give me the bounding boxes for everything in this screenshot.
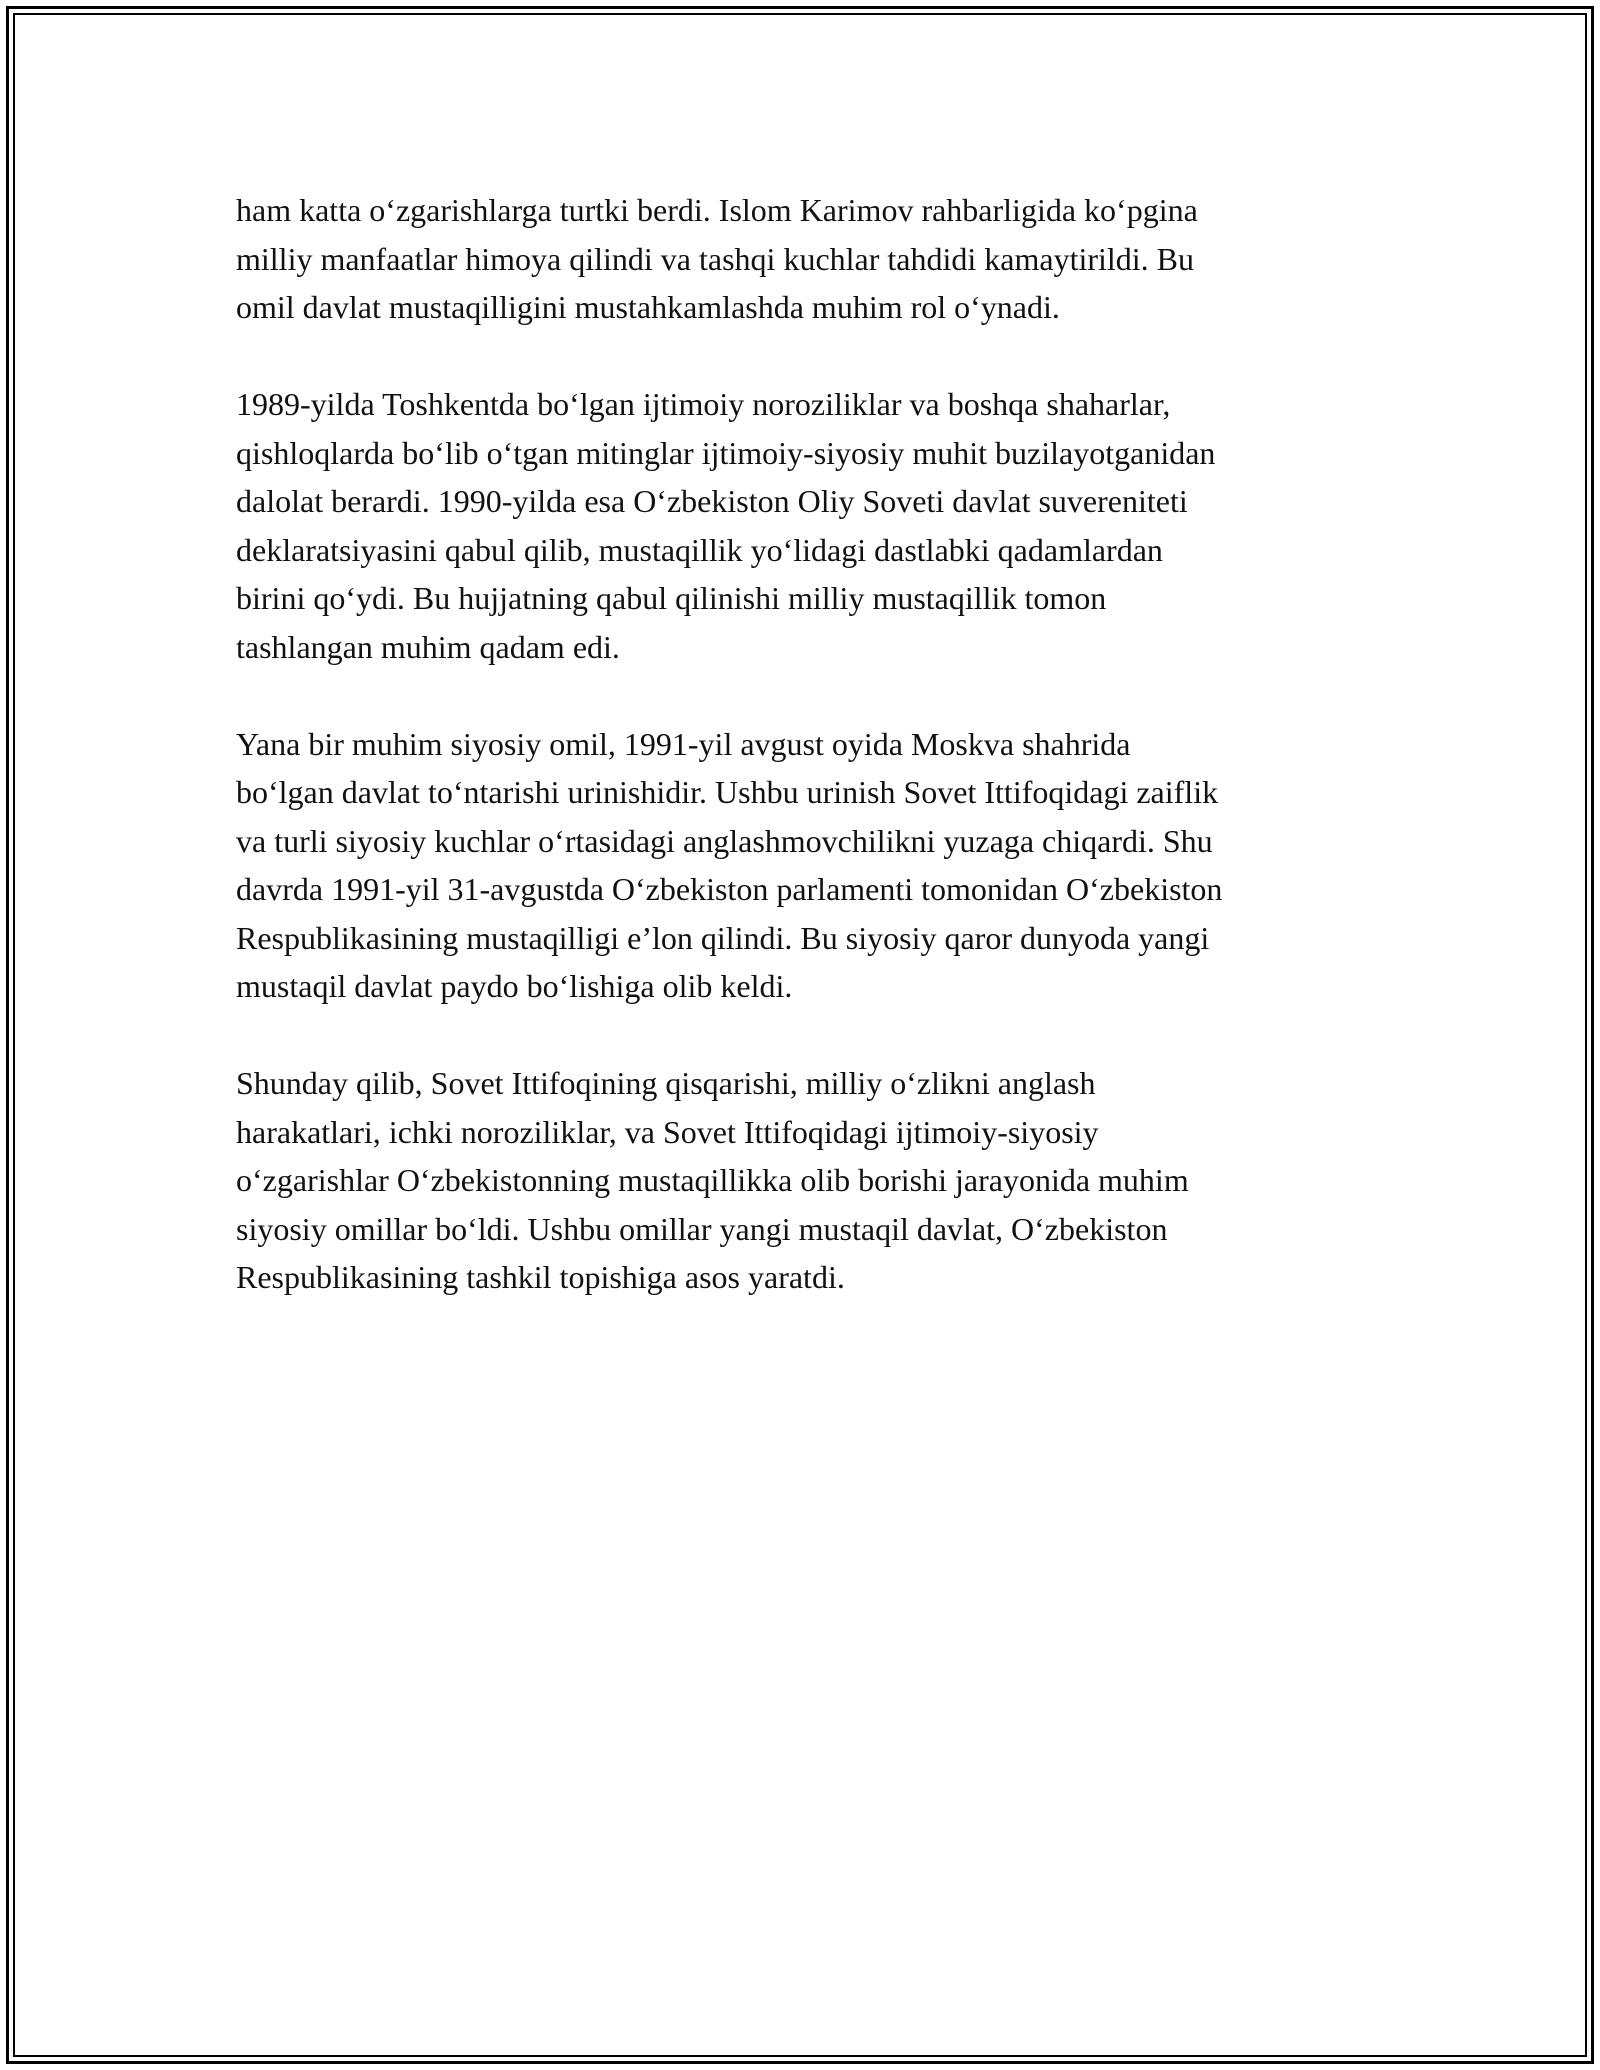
text-line: harakatlari, ichki noroziliklar, va Sovet Ittifoqidagi ijtimoiy-siyosiy (236, 1113, 1099, 1150)
text-line: omil davlat mustaqilligini mustahkamlashda muhim rol o‘ynadi. (236, 289, 1060, 325)
text-line: birini qo‘ydi. Bu hujjatning qabul qilinishi milliy mustaqillik tomon (236, 580, 1107, 616)
text-line: davrda 1991-yil 31-avgustda O‘zbekiston parlamenti tomonidan O‘zbekiston (236, 871, 1223, 907)
document-body (236, 186, 1376, 1350)
paragraph-3 (236, 720, 1376, 1011)
text-line: o‘zgarishlar O‘zbekistonning mustaqillikka olib borishi jarayonida muhim (236, 1162, 1189, 1198)
text-line: Shunday qilib, Sovet Ittifoqining qisqarishi, milliy o‘zlikni anglash (236, 1065, 1096, 1101)
paragraph-4 (236, 1059, 1376, 1302)
text-line: qishloqlarda bo‘lib o‘tgan mitinglar ijtimoiy-siyosiy muhit buzilayotganidan (236, 434, 1216, 471)
text-line: milliy manfaatlar himoya qilindi va tashqi kuchlar tahdidi kamaytirildi. Bu (236, 240, 1195, 277)
text-line: deklaratsiyasini qabul qilib, mustaqillik yo‘lidagi dastlabki qadamlardan (236, 531, 1163, 568)
text-line: bo‘lgan davlat to‘ntarishi urinishidir. Ushbu urinish Sovet Ittifoqidagi zaiflik (236, 774, 1219, 810)
paragraph-1 (236, 186, 1376, 332)
text-line: tashlangan muhim qadam edi. (236, 628, 620, 665)
text-line: mustaqil davlat paydo bo‘lishiga olib keldi. (236, 968, 793, 1004)
text-line: dalolat berardi. 1990-yilda esa O‘zbekiston Oliy Soveti davlat suvereniteti (236, 483, 1188, 519)
text-line: siyosiy omillar bo‘ldi. Ushbu omillar yangi mustaqil davlat, O‘zbekiston (236, 1210, 1168, 1247)
text-line: Respublikasining tashkil topishiga asos yaratdi. (236, 1259, 845, 1295)
text-line: Yana bir muhim siyosiy omil, 1991-yil avgust oyida Moskva shahrida (236, 725, 1131, 762)
text-line: ham katta o‘zgarishlarga turtki berdi. Islom Karimov rahbarligida ko‘pgina (236, 192, 1198, 228)
text-line: 1989-yilda Toshkentda bo‘lgan ijtimoiy noroziliklar va boshqa shaharlar, (236, 386, 1171, 422)
paragraph-2 (236, 380, 1376, 671)
text-line: Respublikasining mustaqilligi e’lon qilindi. Bu siyosiy qaror dunyoda yangi (236, 919, 1210, 956)
text-line: va turli siyosiy kuchlar o‘rtasidagi anglashmovchilikni yuzaga chiqardi. Shu (236, 822, 1213, 859)
